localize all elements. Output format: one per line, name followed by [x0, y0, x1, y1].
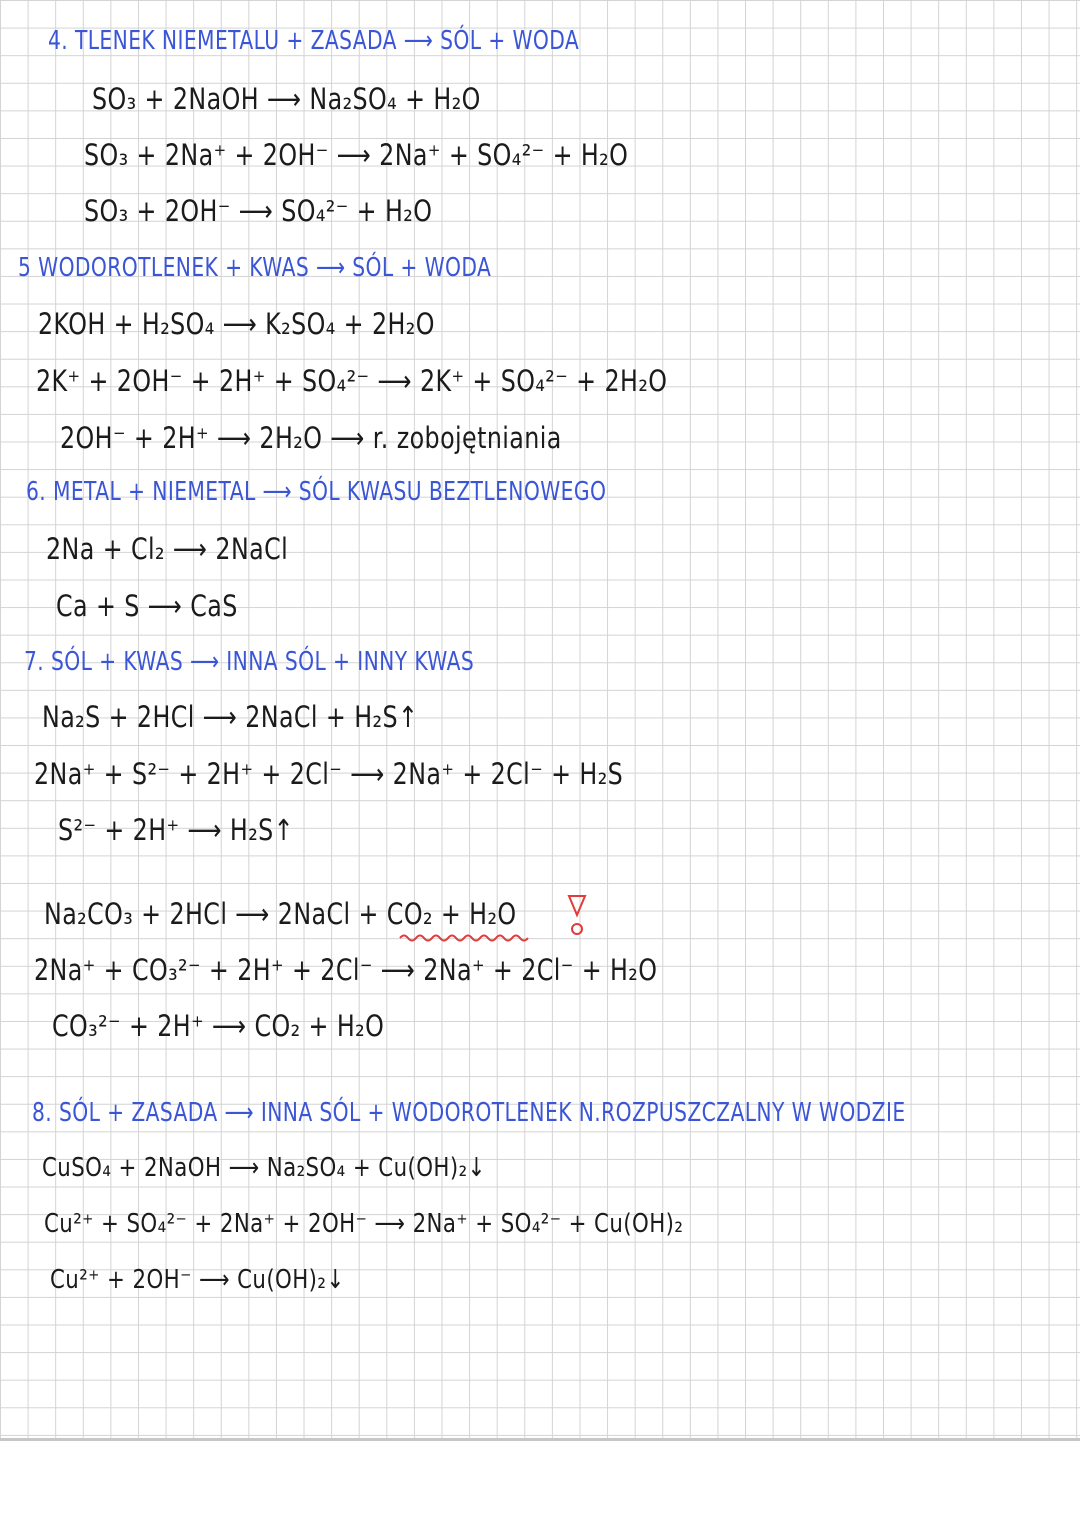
section-5-equation-ionic-short: 2OH⁻ + 2H⁺ ⟶ 2H₂O ⟶ r. zobojętniania	[60, 421, 562, 455]
section-8-equation-molecular: CuSO₄ + 2NaOH ⟶ Na₂SO₄ + Cu(OH)₂↓	[42, 1153, 486, 1183]
section-7-equation-ionic-full: 2Na⁺ + S²⁻ + 2H⁺ + 2Cl⁻ ⟶ 2Na⁺ + 2Cl⁻ + H₂S	[34, 757, 624, 791]
section-6-heading: 6. METAL + NIEMETAL ⟶ SÓL KWASU BEZTLENOWEGO	[26, 477, 607, 507]
section-4-heading: 4. TLENEK NIEMETALU + ZASADA ⟶ SÓL + WODA	[48, 26, 580, 56]
red-wavy-underline	[398, 932, 530, 944]
section-4-equation-ionic-full: SO₃ + 2Na⁺ + 2OH⁻ ⟶ 2Na⁺ + SO₄²⁻ + H₂O	[84, 138, 629, 172]
section-7b-equation-molecular: Na₂CO₃ + 2HCl ⟶ 2NaCl + CO₂ + H₂O	[44, 897, 517, 931]
red-exclamation-mark-icon	[566, 893, 588, 939]
section-7b-equation-ionic-short: CO₃²⁻ + 2H⁺ ⟶ CO₂ + H₂O	[52, 1009, 385, 1043]
section-5-equation-molecular: 2KOH + H₂SO₄ ⟶ K₂SO₄ + 2H₂O	[38, 307, 435, 341]
section-8-equation-ionic-full: Cu²⁺ + SO₄²⁻ + 2Na⁺ + 2OH⁻ ⟶ 2Na⁺ + SO₄²⁻ + Cu(OH)₂	[44, 1209, 684, 1239]
page-bottom-rule	[0, 1438, 1080, 1441]
section-7-heading: 7. SÓL + KWAS ⟶ INNA SÓL + INNY KWAS	[24, 647, 475, 677]
section-4-equation-molecular: SO₃ + 2NaOH ⟶ Na₂SO₄ + H₂O	[92, 82, 481, 116]
section-8-equation-ionic-short: Cu²⁺ + 2OH⁻ ⟶ Cu(OH)₂↓	[50, 1265, 345, 1295]
section-7-equation-ionic-short: S²⁻ + 2H⁺ ⟶ H₂S↑	[58, 813, 294, 847]
section-7b-equation-ionic-full: 2Na⁺ + CO₃²⁻ + 2H⁺ + 2Cl⁻ ⟶ 2Na⁺ + 2Cl⁻ + H₂O	[34, 953, 658, 987]
section-5-heading: 5 WODOROTLENEK + KWAS ⟶ SÓL + WODA	[18, 253, 492, 283]
section-6-equation-2: Ca + S ⟶ CaS	[56, 589, 238, 623]
section-7-equation-molecular: Na₂S + 2HCl ⟶ 2NaCl + H₂S↑	[42, 700, 419, 734]
section-5-equation-ionic-full: 2K⁺ + 2OH⁻ + 2H⁺ + SO₄²⁻ ⟶ 2K⁺ + SO₄²⁻ + 2H₂O	[36, 364, 668, 398]
section-6-equation-1: 2Na + Cl₂ ⟶ 2NaCl	[46, 532, 289, 566]
section-4-equation-ionic-short: SO₃ + 2OH⁻ ⟶ SO₄²⁻ + H₂O	[84, 194, 433, 228]
section-8-heading: 8. SÓL + ZASADA ⟶ INNA SÓL + WODOROTLENEK N.ROZPUSZCZALNY W WODZIE	[32, 1098, 906, 1128]
